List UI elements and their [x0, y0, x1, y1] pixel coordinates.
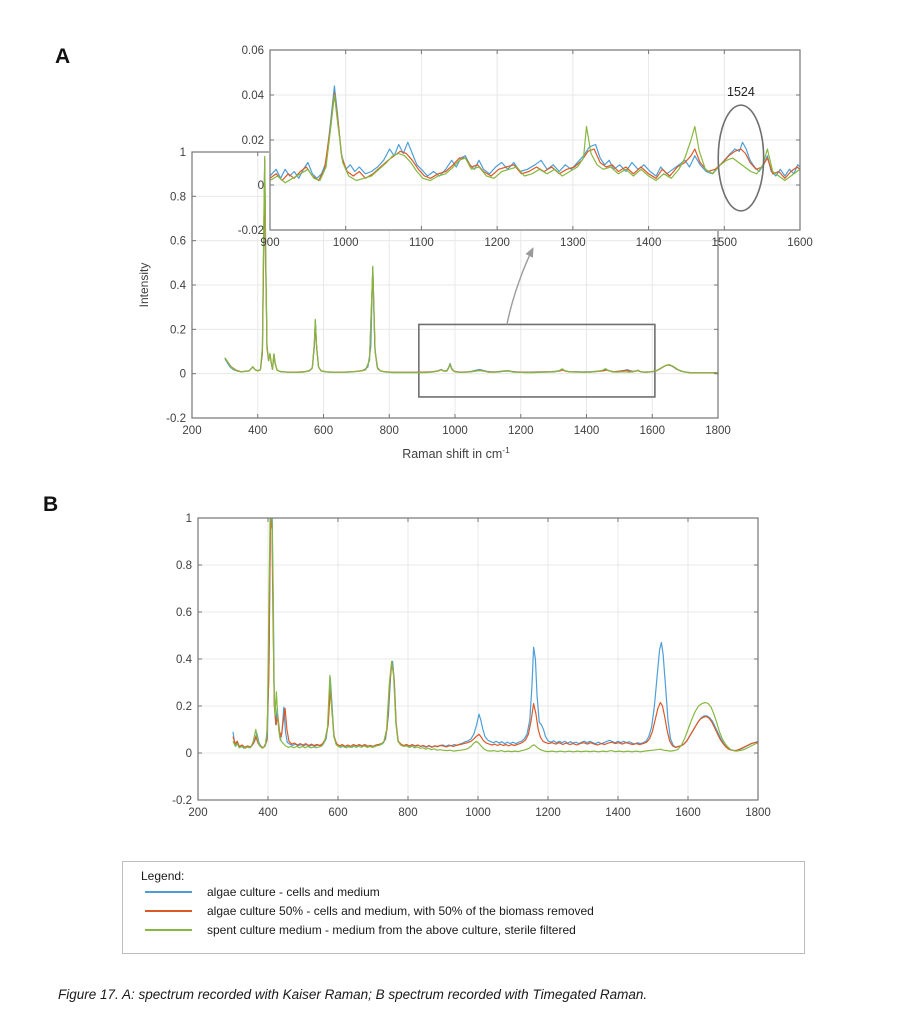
legend-title: Legend:	[141, 869, 185, 883]
legend-rows	[123, 885, 804, 936]
x-tick-label: 1100	[409, 237, 434, 249]
legend-entry	[145, 885, 804, 898]
series-line-green	[233, 518, 758, 752]
legend-line-sample	[145, 891, 192, 893]
series-group	[233, 518, 758, 752]
legend-box	[122, 861, 805, 954]
y-tick-label: 0.04	[241, 90, 264, 102]
x-tick-label: 1800	[705, 425, 731, 437]
peak-annotation-label: 1524	[727, 85, 755, 100]
y-tick-label: -0.2	[166, 413, 186, 425]
x-tick-label: 1000	[332, 237, 359, 249]
y-tick-label: 0.4	[176, 654, 192, 666]
x-tick-label: 800	[398, 807, 418, 819]
x-tick-label: 200	[182, 425, 202, 437]
legend-entry	[145, 904, 804, 917]
legend-entry-label: algae culture 50% - cells and medium, with 50% of the biomass removed	[207, 903, 594, 918]
x-tick-label: 600	[313, 425, 334, 437]
x-tick-label: 1600	[675, 807, 701, 819]
panel-a-chart	[0, 0, 908, 475]
series-line-orange	[233, 518, 758, 751]
x-tick-label: 1400	[635, 237, 662, 249]
y-tick-label: 0.6	[170, 235, 186, 248]
y-axis-label: Intensity	[137, 262, 151, 308]
x-tick-label: 800	[379, 425, 399, 437]
x-tick-label: 600	[328, 807, 348, 819]
x-tick-label: 400	[248, 425, 268, 437]
x-tick-label: 1200	[484, 237, 510, 249]
x-tick-label: 900	[260, 237, 280, 249]
y-tick-label: 0.8	[170, 191, 186, 204]
y-tick-label: 0.6	[176, 607, 192, 619]
zoom-arrow	[507, 248, 533, 324]
figure-caption: Figure 17. A: spectrum recorded with Kaiser Raman; B spectrum recorded with Timegated Raman.	[58, 987, 648, 1002]
y-tick-label: -0.2	[172, 795, 192, 807]
x-axis-label: Raman shift in $cm^{-1}$	[402, 445, 510, 461]
y-tick-label: 0.2	[176, 701, 192, 713]
x-tick-label: 1400	[573, 425, 600, 437]
legend-entry	[145, 923, 804, 936]
panel-a-label: A	[55, 45, 71, 68]
panel-b-chart	[0, 480, 908, 828]
y-tick-label: -0.02	[237, 225, 264, 237]
x-tick-label: 1500	[711, 237, 738, 249]
x-tick-label: 1600	[639, 425, 666, 437]
x-tick-label: 200	[188, 807, 208, 819]
legend-line-sample	[145, 929, 192, 931]
x-tick-label: 1000	[442, 425, 468, 437]
x-tick-label: 1400	[605, 807, 631, 819]
y-tick-label: 0.4	[170, 280, 186, 292]
y-tick-label: 0.8	[176, 560, 192, 572]
y-tick-label: 1	[179, 147, 186, 159]
x-tick-label: 1800	[745, 807, 771, 819]
x-tick-label: 1200	[507, 425, 534, 437]
panel-b-label: B	[43, 493, 59, 516]
y-tick-label: 0.06	[241, 45, 264, 57]
y-tick-label: 0	[257, 180, 264, 192]
legend-entry-label: spent culture medium - medium from the above culture, sterile filtered	[207, 922, 576, 937]
y-tick-label: 0	[185, 748, 192, 760]
x-tick-label: 1300	[560, 237, 586, 249]
x-tick-label: 1200	[535, 807, 561, 819]
x-tick-label: 1000	[465, 807, 491, 819]
legend-entry-label: algae culture - cells and medium	[207, 884, 380, 899]
y-tick-label: 0.02	[241, 135, 264, 147]
legend-line-sample	[145, 910, 192, 912]
x-tick-label: 400	[258, 807, 278, 819]
y-tick-label: 0	[179, 368, 186, 381]
x-tick-label: 1600	[787, 237, 813, 249]
y-tick-label: 0.2	[170, 324, 186, 337]
y-tick-label: 1	[185, 513, 192, 525]
series-line-blue	[233, 518, 758, 751]
zoom-region-rect	[419, 324, 655, 396]
